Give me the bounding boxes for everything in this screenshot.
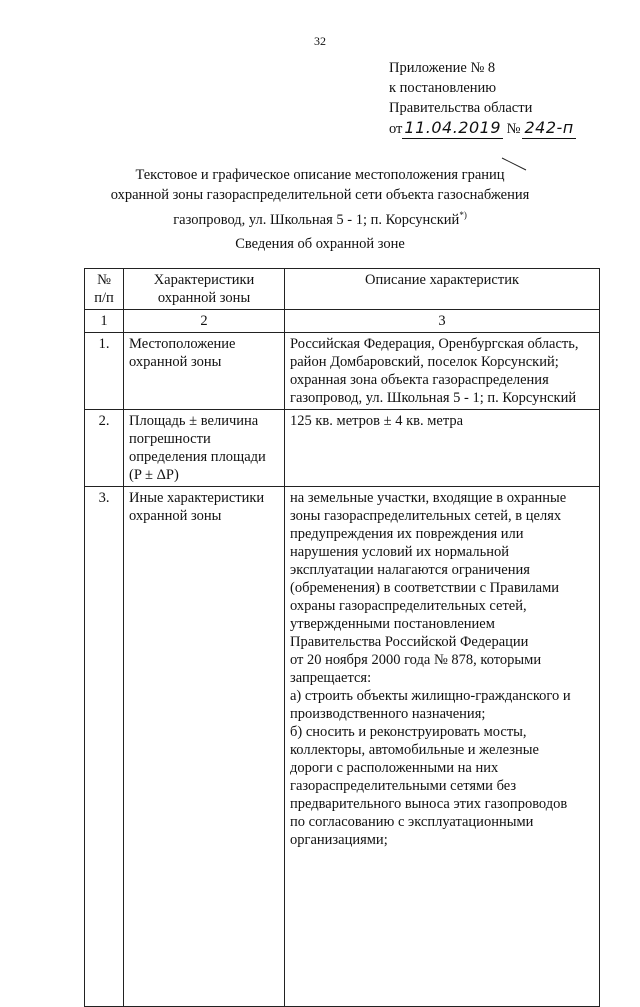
description-line: коллекторы, автомобильные и железные [290,742,539,758]
column-number-2: 2 [124,310,285,333]
column-number-1: 1 [85,310,124,333]
handwritten-date: 11.04.2019 [404,118,502,137]
handwritten-number: 242-п [524,118,574,137]
description-line: от 20 ноября 2000 года № 878, которыми [290,652,542,668]
description-line: а) строить объекты жилищно-гражданского и [290,688,571,704]
section-subtitle: Сведения об охранной зоне [235,236,405,252]
title-line-2: охранной зоны газораспределительной сети объекта газоснабжения [110,187,530,203]
protection-zone-table [84,268,600,1007]
header-characteristics: Характеристики охранной зоны [124,269,285,310]
from-label: от [389,121,403,137]
description-line: производственного назначения; [290,706,486,722]
title-line-1: Текстовое и графическое описание местоположения границ [135,167,505,183]
description-line: на земельные участки, входящие в охранные [290,490,567,506]
description-line: зоны газораспределительных сетей, в целях [290,508,562,524]
appendix-line-3: Правительства области [389,100,533,116]
table-row [85,487,600,1007]
description-line: (обременения) в соответствии с Правилами [290,580,560,596]
appendix-line-1: Приложение № 8 [389,60,496,76]
description-line: утвержденными постановлением [290,616,495,632]
table-header-row [85,269,600,310]
description-line: нарушения условий их нормальной [290,544,510,560]
row-number: 3. [85,487,124,1007]
header-description: Описание характеристик [285,269,600,310]
header-number: № п/п [85,269,124,310]
description-line: по согласованию с эксплуатационными [290,814,534,830]
description-line: б) сносить и реконструировать мосты, [290,724,527,740]
description-line: эксплуатации налагаются ограничения [290,562,530,578]
description-line: предварительного выноса этих газопроводов [290,796,568,812]
appendix-block [389,58,576,139]
table-row [85,410,600,487]
row-number: 1. [85,333,124,410]
description-line: запрещается: [290,670,372,686]
description-line: организациями; [290,832,388,848]
row-description: 125 кв. метров ± 4 кв. метра [285,410,600,487]
description-line: охраны газораспределительных сетей, [290,598,527,614]
row-description [285,487,600,1007]
row-characteristic: Местоположение охранной зоны [124,333,285,410]
row-number: 2. [85,410,124,487]
page-number: 32 [314,34,326,48]
document-title [70,165,570,230]
description-line: Правительства Российской Федерации [290,634,529,650]
column-number-3: 3 [285,310,600,333]
row-characteristic: Иные характеристики охранной зоны [124,487,285,1007]
column-numbering-row [85,310,600,333]
row-characteristic: Площадь ± величина погрешности определения площади (P ± ΔP) [124,410,285,487]
description-line: газораспределительными сетями без [290,778,517,794]
description-line: предупреждения их повреждения или [290,526,524,542]
description-line: дороги с расположенными на них [290,760,499,776]
number-label: № [506,121,521,137]
footnote-mark: *) [459,210,467,220]
row-description: Российская Федерация, Оренбургская область, район Домбаровский, поселок Корсунский; охранная зона объекта газораспределения газопровод, ул. Школьная 5 - 1; п. Корсунский [285,333,600,410]
table-row [85,333,600,410]
title-line-3: газопровод, ул. Школьная 5 - 1; п. Корсунский*) [173,210,467,228]
appendix-line-2: к постановлению [389,80,497,96]
appendix-date-line [389,118,576,139]
